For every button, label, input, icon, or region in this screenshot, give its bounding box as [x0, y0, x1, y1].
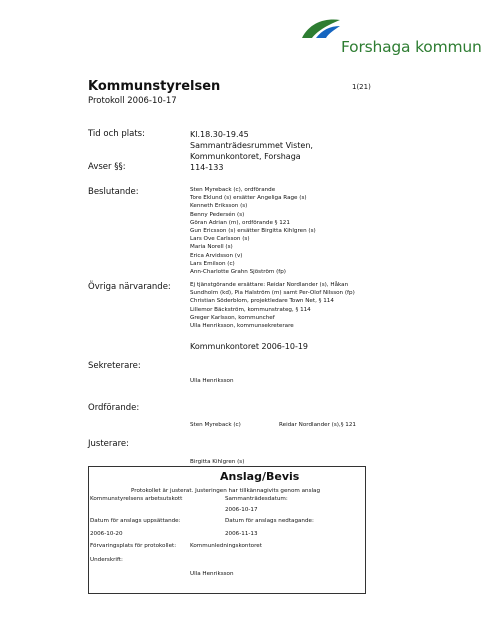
secretary-label: Sekreterare:	[88, 361, 141, 371]
list-item: Erica Arvidsson (v)	[190, 252, 243, 259]
chair-label: Ordförande:	[88, 403, 140, 413]
list-item: Göran Adrian (m), ordförande § 121	[190, 219, 290, 226]
list-item: Ulla Henriksson, kommunsekreterare	[190, 323, 294, 330]
notice-intro: Protokollet är justerat. Justeringen har tillkännagivits genom anslag	[131, 488, 321, 494]
page-title: Kommunstyrelsen	[88, 79, 221, 94]
meeting-date-label: Sammanträdesdatum:	[225, 496, 288, 502]
posted-label: Datum för anslags uppsättande:	[90, 518, 181, 524]
sections-value: 114-133	[190, 163, 224, 172]
others-label: Övriga närvarande:	[88, 282, 171, 292]
time-place-label: Tid och plats:	[88, 129, 145, 139]
notice-title: Anslag/Bevis	[220, 470, 300, 483]
notice-body-label: Kommunstyrelsens arbetsutskott	[90, 496, 183, 502]
list-item: Gun Ericsson (s) ersätter Birgitta Kihlgren (s)	[190, 228, 316, 235]
adjuster-name: Birgitta Kihlgren (s)	[190, 459, 245, 465]
posted-date: 2006-10-20	[90, 531, 123, 537]
protocol-date: Protokoll 2006-10-17	[88, 96, 177, 106]
list-item: Christian Söderblom, projektledare Town Net, § 114	[190, 298, 334, 305]
list-item: Lillemor Bäckström, kommunstrateg, § 114	[190, 306, 311, 313]
list-item: Kenneth Eriksson (s)	[190, 203, 248, 210]
signer-name: Ulla Henriksson	[190, 571, 234, 577]
sections-label: Avser §§:	[88, 162, 126, 172]
meeting-time: Kl.18.30-19.45	[190, 130, 249, 139]
adjuster-label: Justerare:	[88, 439, 129, 449]
others-list	[190, 281, 355, 330]
decision-label: Beslutande:	[88, 187, 139, 197]
list-item: Ej tjänstgörande ersättare: Reidar Nordlander (s), Håkan	[190, 282, 349, 288]
list-item: Tore Eklund (s) ersätter Angeliga Rage (s)	[190, 195, 307, 202]
list-item: Sten Myreback (c), ordförande	[190, 187, 276, 193]
page-number: 1(21)	[352, 83, 371, 91]
signature-label: Underskrift:	[90, 557, 123, 563]
decision-list	[190, 186, 316, 276]
removed-date: 2006-11-13	[225, 531, 258, 537]
list-item: Lars Emilson (c)	[190, 260, 235, 267]
removed-label: Datum för anslags nedtagande:	[225, 518, 314, 524]
chair2-name: Reidar Nordlander (s),§ 121	[279, 422, 356, 428]
list-item: Ann-Charlotte Grahn Sjöström (fp)	[190, 269, 286, 276]
storage-label: Förvaringsplats för protokollet:	[90, 543, 177, 549]
meeting-room: Sammanträdesrummet Visten,	[190, 141, 313, 150]
storage-value: Kommunledningskontoret	[190, 543, 262, 549]
list-item: Benny Pedersén (s)	[190, 211, 245, 218]
forshaga-logo-icon	[300, 16, 342, 40]
meeting-building: Kommunkontoret, Forshaga	[190, 152, 301, 161]
signing-place: Kommunkontoret 2006-10-19	[190, 342, 309, 351]
logo-text: Forshaga kommun	[341, 38, 482, 56]
chair-name: Sten Myreback (c)	[190, 422, 241, 428]
list-item: Greger Karlsson, kommunchef	[190, 314, 275, 321]
list-item: Maria Norell (s)	[190, 244, 233, 251]
meeting-date: 2006-10-17	[225, 507, 258, 513]
list-item: Lars Ove Carlsson (s)	[190, 236, 250, 243]
list-item: Sundholm (kd), Pia Halström (m) samt Per-Olof Nilsson (fp)	[190, 290, 355, 297]
secretary-name: Ulla Henriksson	[190, 378, 234, 384]
